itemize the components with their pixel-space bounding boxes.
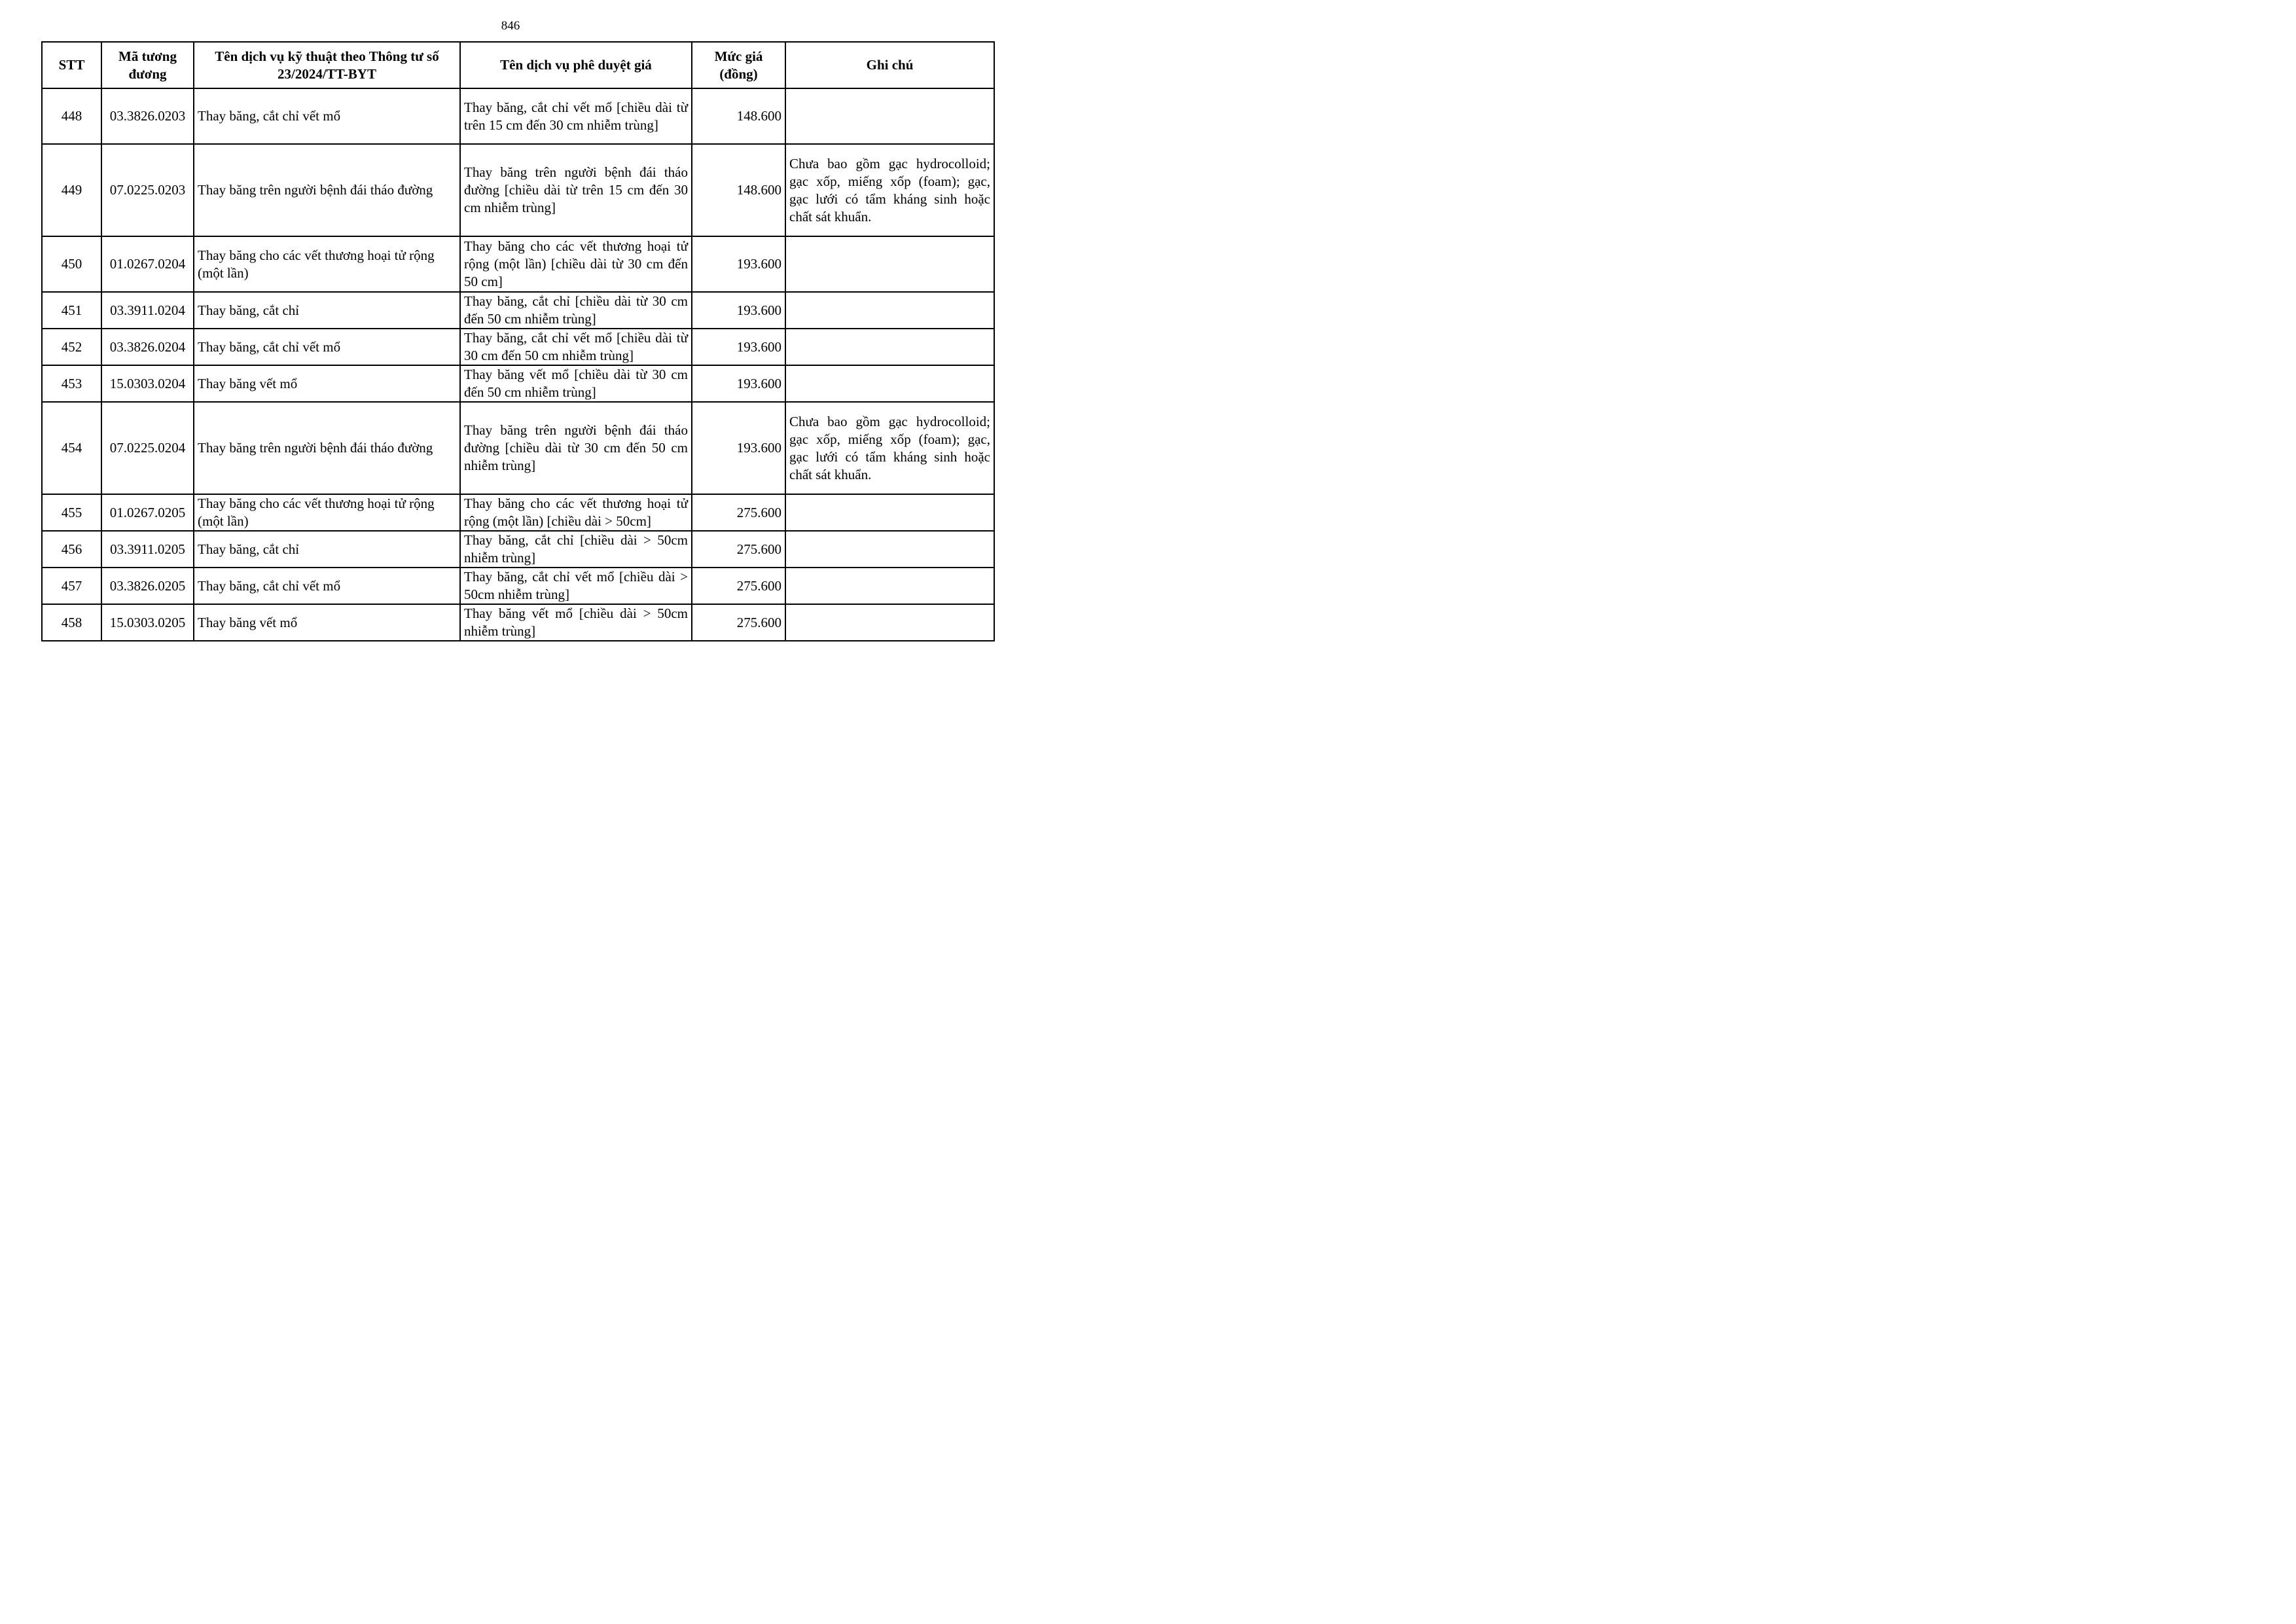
table-row: [42, 88, 994, 144]
row-technical-name: Thay băng, cắt chỉ vết mổ: [194, 88, 460, 144]
row-technical-name: Thay băng vết mổ: [194, 604, 460, 641]
header-price: Mức giá (đồng): [692, 42, 785, 88]
row-technical-name: Thay băng, cắt chỉ: [194, 531, 460, 568]
row-technical-name: Thay băng trên người bệnh đái tháo đường: [194, 144, 460, 236]
row-approved-name: Thay băng, cắt chỉ vết mổ [chiều dài từ trên 15 cm đến 30 cm nhiễm trùng]: [460, 88, 692, 144]
row-price: 193.600: [692, 365, 785, 402]
table-row: [42, 144, 994, 236]
row-technical-name: Thay băng vết mổ: [194, 365, 460, 402]
row-price: 275.600: [692, 604, 785, 641]
row-approved-name: Thay băng trên người bệnh đái tháo đường [chiều dài từ trên 15 cm đến 30 cm nhiễm trùng]: [460, 144, 692, 236]
row-note: [785, 88, 994, 144]
row-stt: 452: [42, 329, 101, 365]
row-note: Chưa bao gồm gạc hydrocolloid; gạc xốp, miếng xốp (foam); gạc, gạc lưới có tẩm kháng sinh hoặc chất sát khuẩn.: [785, 144, 994, 236]
row-price: 193.600: [692, 236, 785, 292]
header-technical-name: Tên dịch vụ kỹ thuật theo Thông tư số 23/2024/TT-BYT: [194, 42, 460, 88]
row-note: [785, 329, 994, 365]
table-row: [42, 329, 994, 365]
row-approved-name: Thay băng vết mổ [chiều dài > 50cm nhiễm trùng]: [460, 604, 692, 641]
row-stt: 450: [42, 236, 101, 292]
row-stt: 456: [42, 531, 101, 568]
row-approved-name: Thay băng, cắt chỉ vết mổ [chiều dài từ 30 cm đến 50 cm nhiễm trùng]: [460, 329, 692, 365]
page-number: 846: [501, 19, 520, 33]
row-technical-name: Thay băng, cắt chỉ vết mổ: [194, 568, 460, 604]
row-note: [785, 236, 994, 292]
row-code: 03.3826.0203: [101, 88, 194, 144]
row-technical-name: Thay băng cho các vết thương hoại tử rộng (một lần): [194, 494, 460, 531]
header-code: Mã tương đương: [101, 42, 194, 88]
row-note: [785, 365, 994, 402]
row-code: 03.3911.0205: [101, 531, 194, 568]
header-note: Ghi chú: [785, 42, 994, 88]
row-code: 15.0303.0205: [101, 604, 194, 641]
row-stt: 458: [42, 604, 101, 641]
header-stt: STT: [42, 42, 101, 88]
table-row: [42, 402, 994, 494]
row-code: 01.0267.0205: [101, 494, 194, 531]
row-approved-name: Thay băng cho các vết thương hoại tử rộng (một lần) [chiều dài > 50cm]: [460, 494, 692, 531]
row-stt: 451: [42, 292, 101, 329]
row-price: 275.600: [692, 494, 785, 531]
row-stt: 455: [42, 494, 101, 531]
row-approved-name: Thay băng trên người bệnh đái tháo đường [chiều dài từ 30 cm đến 50 cm nhiễm trùng]: [460, 402, 692, 494]
row-price: 193.600: [692, 402, 785, 494]
row-technical-name: Thay băng, cắt chỉ: [194, 292, 460, 329]
row-approved-name: Thay băng, cắt chỉ vết mổ [chiều dài > 50cm nhiễm trùng]: [460, 568, 692, 604]
table-row: [42, 531, 994, 568]
row-note: Chưa bao gồm gạc hydrocolloid; gạc xốp, miếng xốp (foam); gạc, gạc lưới có tẩm kháng sinh hoặc chất sát khuẩn.: [785, 402, 994, 494]
row-note: [785, 494, 994, 531]
row-approved-name: Thay băng cho các vết thương hoại tử rộng (một lần) [chiều dài từ 30 cm đến 50 cm]: [460, 236, 692, 292]
table-row: [42, 365, 994, 402]
row-code: 07.0225.0204: [101, 402, 194, 494]
row-approved-name: Thay băng, cắt chỉ [chiều dài > 50cm nhiễm trùng]: [460, 531, 692, 568]
row-approved-name: Thay băng vết mổ [chiều dài từ 30 cm đến 50 cm nhiễm trùng]: [460, 365, 692, 402]
row-code: 03.3911.0204: [101, 292, 194, 329]
row-technical-name: Thay băng cho các vết thương hoại tử rộng (một lần): [194, 236, 460, 292]
row-stt: 454: [42, 402, 101, 494]
table-row: [42, 494, 994, 531]
row-note: [785, 292, 994, 329]
row-approved-name: Thay băng, cắt chỉ [chiều dài từ 30 cm đến 50 cm nhiễm trùng]: [460, 292, 692, 329]
row-stt: 453: [42, 365, 101, 402]
row-stt: 457: [42, 568, 101, 604]
table-row: [42, 604, 994, 641]
row-stt: 448: [42, 88, 101, 144]
row-price: 275.600: [692, 568, 785, 604]
row-code: 03.3826.0204: [101, 329, 194, 365]
row-code: 07.0225.0203: [101, 144, 194, 236]
table-header-row: [42, 42, 994, 88]
row-technical-name: Thay băng, cắt chỉ vết mổ: [194, 329, 460, 365]
row-price: 275.600: [692, 531, 785, 568]
row-price: 148.600: [692, 144, 785, 236]
row-price: 148.600: [692, 88, 785, 144]
price-table: [41, 41, 995, 641]
row-note: [785, 531, 994, 568]
row-technical-name: Thay băng trên người bệnh đái tháo đường: [194, 402, 460, 494]
table-row: [42, 292, 994, 329]
header-approved-name: Tên dịch vụ phê duyệt giá: [460, 42, 692, 88]
row-note: [785, 568, 994, 604]
row-price: 193.600: [692, 292, 785, 329]
row-stt: 449: [42, 144, 101, 236]
row-code: 01.0267.0204: [101, 236, 194, 292]
row-code: 15.0303.0204: [101, 365, 194, 402]
table-row: [42, 236, 994, 292]
row-code: 03.3826.0205: [101, 568, 194, 604]
table-row: [42, 568, 994, 604]
row-price: 193.600: [692, 329, 785, 365]
row-note: [785, 604, 994, 641]
